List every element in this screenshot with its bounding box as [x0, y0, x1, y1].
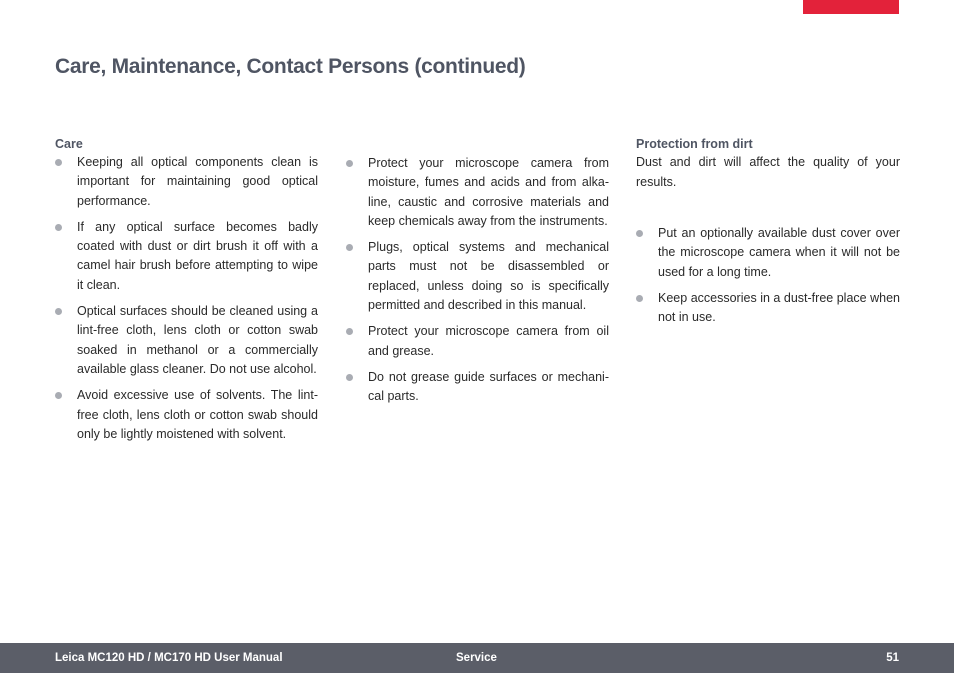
list-item-text: Keep accessories in a dust-free place when not in use.: [658, 290, 900, 325]
footer-bar: [0, 643, 954, 673]
bullet-dot-icon: [346, 160, 353, 167]
list-item: [346, 322, 609, 361]
bullet-dot-icon: [346, 328, 353, 335]
footer-section-name: Service: [456, 652, 497, 664]
list-item: [55, 302, 318, 379]
bullet-dot-icon: [636, 230, 643, 237]
list-item-text: If any optical surface becomes badly coated with dust or dirt brush it off with a camel hair brush before attempting to wipe it clean.: [77, 219, 318, 292]
dirt-intro: Dust and dirt will affect the quality of your results.: [636, 155, 900, 189]
bullet-dot-icon: [55, 308, 62, 315]
bullet-dot-icon: [55, 159, 62, 166]
list-item: [346, 368, 609, 407]
bullet-dot-icon: [346, 244, 353, 251]
list-item: [55, 153, 318, 211]
list-item-text: Protect your microscope camera from moisture, fumes and acids and from alka-line, caustic and corrosive materials and keep chemicals away from the instruments.: [368, 156, 609, 228]
list-item-text: Plugs, optical systems and mechanical parts must not be disassembled or replaced, unless doing so is specifically permitted and described in this manual.: [368, 240, 609, 313]
list-item-text: Keeping all optical components clean is important for maintaining good optical performance.: [77, 155, 318, 208]
list-item: [55, 218, 318, 295]
list-item: [346, 238, 609, 315]
list-item: [346, 154, 609, 231]
footer-manual-title: Leica MC120 HD / MC170 HD User Manual: [55, 652, 283, 664]
footer-page-number: 51: [886, 652, 899, 664]
list-item-text: Put an optionally available dust cover over the microscope camera when it will not be used for a long time.: [658, 226, 900, 279]
care-column: [55, 135, 318, 451]
list-item: [636, 289, 900, 328]
list-item-text: Do not grease guide surfaces or mechani-cal parts.: [368, 369, 609, 404]
care-heading: Care: [55, 137, 83, 151]
page-title: Care, Maintenance, Contact Persons (continued): [55, 55, 526, 78]
bullet-dot-icon: [636, 295, 643, 302]
list-item-text: Avoid excessive use of solvents. The lint-free cloth, lens cloth or cotton swab should only be lightly moistened with solvent.: [77, 388, 318, 441]
list-item-text: Protect your microscope camera from oil and grease.: [368, 324, 609, 358]
care-list: [55, 153, 318, 444]
middle-list: [346, 154, 609, 407]
dirt-column: [636, 135, 900, 334]
middle-column: [346, 135, 609, 414]
list-item-text: Optical surfaces should be cleaned using a lint-free cloth, lens cloth or cotton swab soaked in methanol or a commercially available glass cleaner. Do not use alcohol.: [77, 304, 318, 376]
bullet-dot-icon: [55, 224, 62, 231]
list-item: [55, 386, 318, 444]
bullet-dot-icon: [55, 392, 62, 399]
bullet-dot-icon: [346, 374, 353, 381]
dirt-heading: Protection from dirt: [636, 137, 753, 151]
red-tab-marker: [803, 0, 899, 14]
list-item: [636, 224, 900, 282]
dirt-list: [636, 224, 900, 327]
